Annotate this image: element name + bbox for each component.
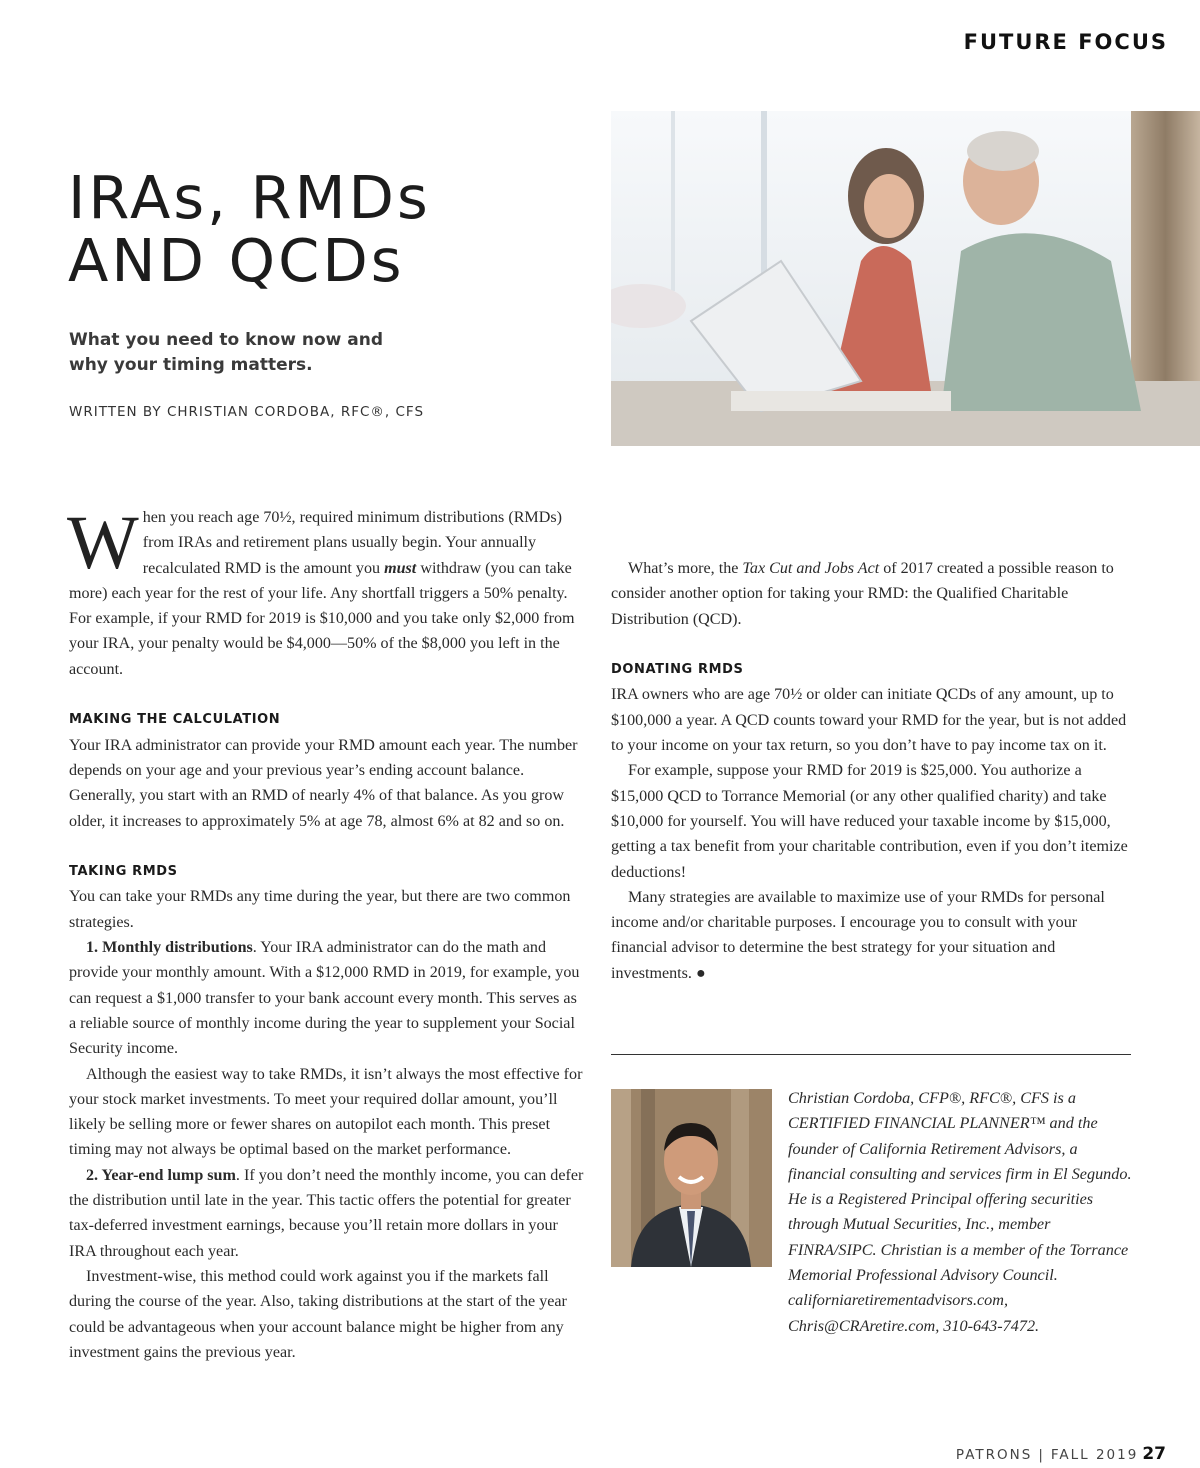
closing-text: Many strategies are available to maximize use of your RMDs for personal income and/or charitable purposes. I encourage you to consult with your financial advisor to determine the best strategy for your situation and investments. bbox=[611, 888, 1105, 982]
title-line-1: IRAs, RMDs bbox=[68, 163, 431, 232]
whats-more-text-end: of 2017 created a possible reason to consider another option for taking your RMD: the Qualified Charitable Distribution (QCD). bbox=[611, 560, 1114, 628]
footer-separator: | bbox=[1038, 1447, 1045, 1463]
whats-more-text: What’s more, the bbox=[628, 560, 743, 577]
hero-photo-illustration bbox=[611, 111, 1200, 446]
paragraph-investment-wise: Investment-wise, this method could work against you if the markets fall during the course of the year. Also, taking distributions at the start of the year could be advantageous when your account balance might be higher from any investment gains the previous year. bbox=[69, 1267, 567, 1361]
end-mark-icon: ● bbox=[695, 964, 706, 982]
author-bio: Christian Cordoba, CFP®, RFC®, CFS is a CERTIFIED FINANCIAL PLANNER™ and the founder of California Retirement Advisors, a financial consulting and services firm in El Segundo. He is a Registered Principal offering securities through Mutual Securities, Inc., member FINRA/SIPC. Christian is a member of the Torrance Memorial Professional Advisory Council. californiaretirementadvisors.com, Chris@CRAretire.com, 310-643-7472. bbox=[788, 1089, 1132, 1335]
paragraph-year-end-lump-sum bbox=[69, 1163, 585, 1264]
intro-text-end: withdraw (you can take more) each year for the rest of your life. Any shortfall triggers a 50% penalty. For example, if your RMD for 2019 is $10,000 and you take only $2,000 from your IRA, your penalty would be $4,000—50% of the $8,000 you left in the account. bbox=[69, 559, 575, 678]
drop-cap: W bbox=[67, 501, 139, 585]
article-title bbox=[68, 163, 431, 295]
paragraph-calculation: Your IRA administrator can provide your RMD amount each year. The number depends on your age and your previous year’s ending account balance. Generally, you start with an RMD of nearly 4% of that balance. As you grow older, it increases to approximately 5% at age 78, almost 6% at 82 and so on. bbox=[69, 736, 578, 830]
tax-act-title: Tax Cut and Jobs Act bbox=[742, 560, 880, 577]
paragraph-closing bbox=[611, 885, 1131, 986]
paragraph-whats-more bbox=[611, 556, 1131, 632]
year-end-text: . If you don’t need the monthly income, you can defer the distribution until late in the year. This tactic offers the potential for greater tax-deferred investment earnings, because you’ll retain more dollars in your IRA throughout each year. bbox=[69, 1166, 584, 1260]
page-number: 27 bbox=[1142, 1444, 1166, 1464]
heading-donating-rmds: DONATING RMDS bbox=[611, 662, 744, 678]
hero-photo-couple-at-laptop bbox=[611, 111, 1200, 446]
article-column-left bbox=[67, 501, 585, 1365]
paragraph-although: Although the easiest way to take RMDs, it isn’t always the most effective for your stock market investments. To meet your required dollar amount, you’ll likely be selling more or fewer shares on autopilot each month. This preset timing may not always be optimal based on the market performance. bbox=[69, 1065, 583, 1159]
intro-text: hen you reach age 70½, required minimum distributions (RMDs) from IRAs and retirement plans usually begin. Your annually recalculated RMD is the amount you bbox=[142, 509, 562, 577]
heading-taking-rmds: TAKING RMDS bbox=[69, 864, 178, 880]
byline: WRITTEN BY CHRISTIAN CORDOBA, RFC®, CFS bbox=[69, 404, 425, 420]
article-subtitle: What you need to know now and why your timing matters. bbox=[69, 330, 383, 375]
monthly-label: 1. Monthly distributions bbox=[86, 939, 253, 957]
paragraph-donating: IRA owners who are age 70½ or older can initiate QCDs of any amount, up to $100,000 a year. A QCD counts toward your RMD for the year, but is not added to your income on your tax return, so you don’t have to pay income tax on it. bbox=[611, 686, 1127, 755]
paragraph-taking-rmds: You can take your RMDs any time during the year, but there are two common strategies. bbox=[69, 888, 571, 931]
heading-making-the-calculation: MAKING THE CALCULATION bbox=[69, 712, 281, 728]
magazine-name: PATRONS bbox=[955, 1447, 1033, 1463]
divider-rule bbox=[611, 1054, 1131, 1055]
page-footer bbox=[956, 1444, 1166, 1464]
author-photo bbox=[611, 1089, 772, 1267]
paragraph-monthly-distributions bbox=[69, 935, 585, 1061]
paragraph-example: For example, suppose your RMD for 2019 is $25,000. You authorize a $15,000 QCD to Torrance Memorial (or any other qualified charity) and take $10,000 for yourself. You will have reduced your taxable income by $15,000, getting a tax benefit from your charitable contribution, even if you don’t itemize deductions! bbox=[611, 762, 1128, 881]
article-column-right-text bbox=[611, 556, 1131, 986]
year-end-label: 2. Year-end lump sum bbox=[86, 1166, 236, 1184]
monthly-text: . Your IRA administrator can do the math and provide your monthly amount. With a $12,000 RMD in 2019, for example, you can request a $1,000 transfer to your bank account every month. This serves as a reliable source of monthly income during the year to supplement your Social Security income. bbox=[69, 939, 580, 1058]
title-line-2: AND QCDs bbox=[68, 226, 405, 295]
issue-date: FALL 2019 bbox=[1050, 1447, 1139, 1463]
section-label: FUTURE FOCUS bbox=[963, 30, 1168, 54]
author-portrait-illustration bbox=[611, 1089, 772, 1267]
intro-emphasis: must bbox=[384, 559, 417, 577]
intro-paragraph bbox=[67, 501, 585, 682]
